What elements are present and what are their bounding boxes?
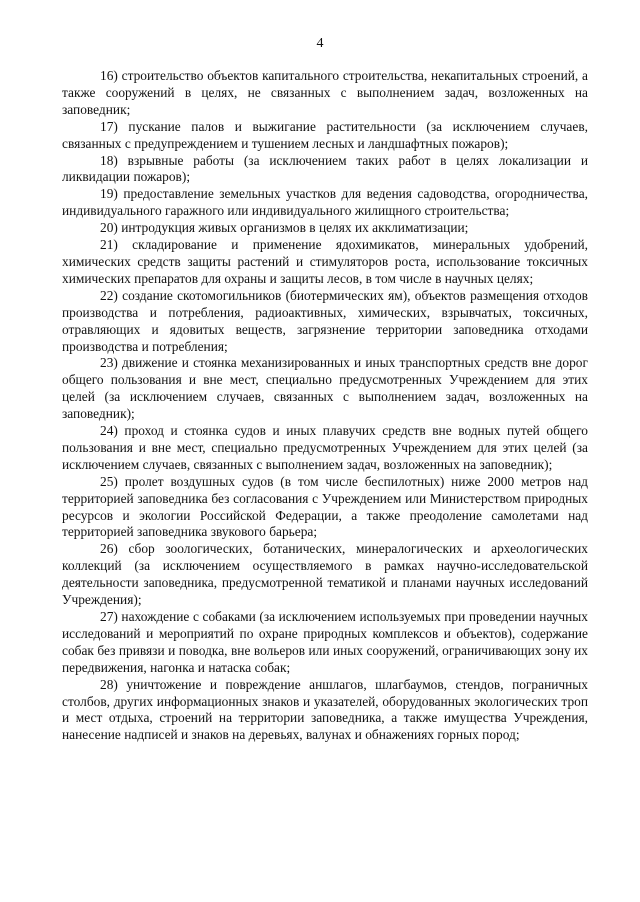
paragraph-17: 17) пускание палов и выжигание растительности (за исключением случаев, связанных с предупреждением и тушением лесных и ландшафтных пожаров); (62, 118, 588, 151)
paragraph-20: 20) интродукция живых организмов в целях их акклиматизации; (100, 220, 469, 236)
paragraph-23: 23) движение и стоянка механизированных и иных транспортных средств вне дорог общего пользования и вне мест, специально предусмотренных Учреждением для этих целей (за исключением случаев, связанных с выполнением задач, возложенных на заповедник); (62, 355, 588, 422)
paragraph-24: 24) проход и стоянка судов и иных плавучих средств вне водных путей общего пользования и вне мест, специально предусмотренных Учреждением для этих целей (за исключением случаев, связанных с выполнением задач, возложенных на заповедник); (62, 423, 588, 472)
document-body (62, 68, 588, 744)
paragraph-25: 25) пролет воздушных судов (в том числе беспилотных) ниже 2000 метров над территорией заповедника без согласования с Учреждением или Министерством природных ресурсов и экологии Российской Федерации, а также преодоление самолетами над территорией заповедника звукового барьера; (62, 473, 588, 540)
paragraph-18: 18) взрывные работы (за исключением таких работ в целях локализации и ликвидации пожаров); (62, 152, 588, 185)
paragraph-21: 21) складирование и применение ядохимикатов, минеральных удобрений, химических средств защиты растений и стимуляторов роста, использование токсичных химических препаратов для охраны и защиты лесов, в том числе в научных целях; (62, 237, 588, 286)
paragraph-28: 28) уничтожение и повреждение аншлагов, шлагбаумов, стендов, пограничных столбов, других информационных знаков и указателей, оборудованных экологических троп и мест отдыха, строений на территории заповедника, а также имущества Учреждения, нанесение надписей и знаков на деревьях, валунах и обнажениях горных пород; (62, 676, 588, 743)
page-number: 4 (316, 36, 324, 51)
paragraph-27: 27) нахождение с собаками (за исключением используемых при проведении научных исследований и мероприятий по охране природных комплексов и объектов), содержание собак без привязи и поводка, вне вольеров или иных сооружений, ограничивающих зону их передвижения, нагонка и натаска собак; (62, 609, 588, 675)
paragraph-19: 19) предоставление земельных участков для ведения садоводства, огородничества, индивидуального гаражного или индивидуального жилищного строительства; (62, 186, 588, 219)
paragraph-26: 26) сбор зоологических, ботанических, минералогических и археологических коллекций (за исключением осуществляемого в рамках научно-исследовательской деятельности заповедника, предусмотренной тематикой и планами научных исследований Учреждения); (62, 541, 588, 608)
paragraph-16: 16) строительство объектов капитального строительства, некапитальных строений, а также сооружений в целях, не связанных с выполнением задач, возложенных на заповедник; (62, 68, 588, 117)
paragraph-22: 22) создание скотомогильников (биотермических ям), объектов размещения отходов производства и потребления, радиоактивных, химических, взрывчатых, токсичных, отравляющих и ядовитых веществ, загрязнение территории заповедника отходами производства и потребления; (62, 287, 588, 354)
